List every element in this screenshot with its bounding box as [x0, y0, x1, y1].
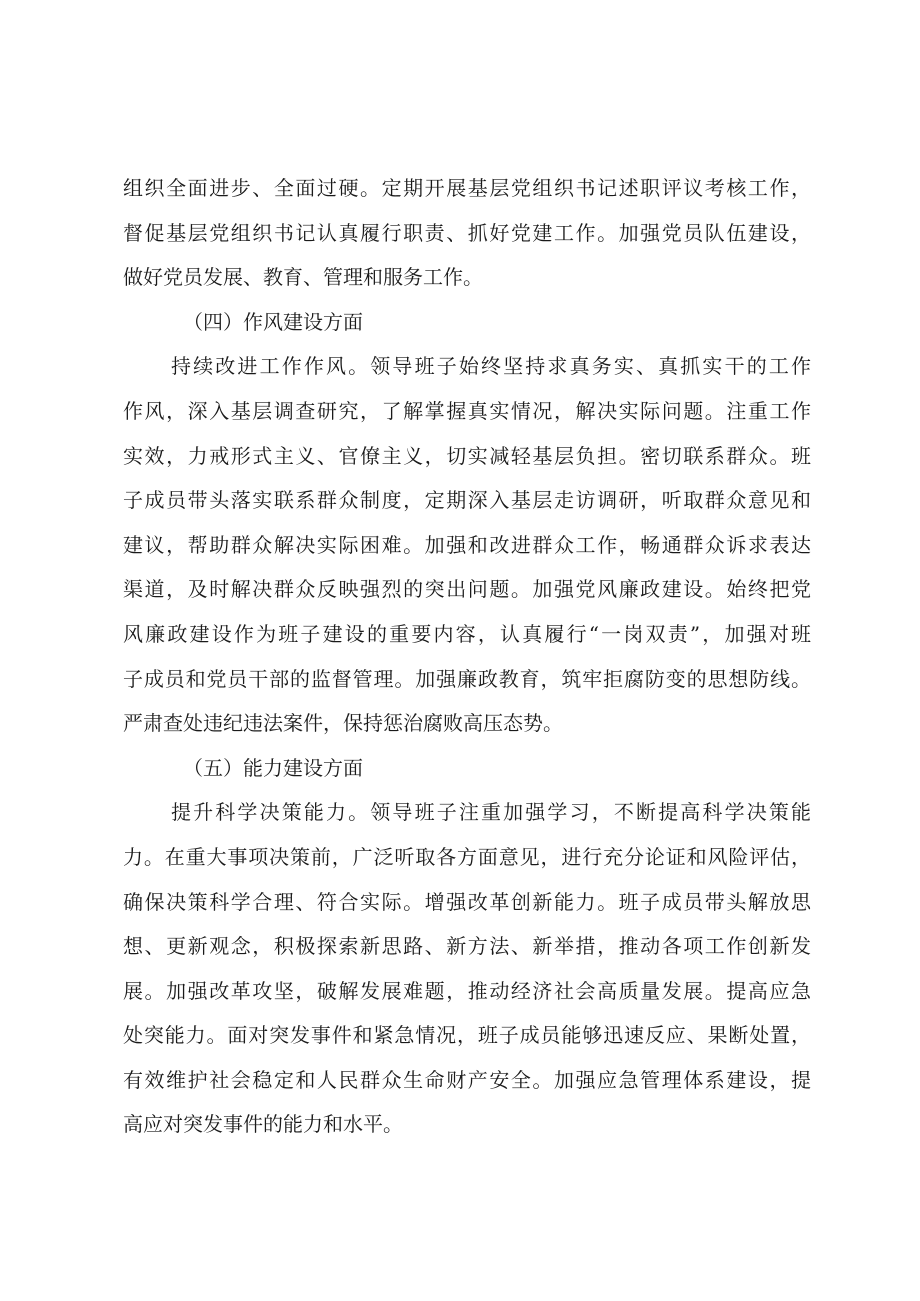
paragraph-line: 有效维护社会稳定和人民群众生命财产安全。加强应急管理体系建设，提 — [123, 1067, 811, 1092]
paragraph-line: 严肃查处违纪违法案件，保持惩治腐败高压态势。 — [123, 711, 563, 736]
paragraph-line: 提升科学决策能力。领导班子注重加强学习，不断提高科学决策能 — [171, 800, 811, 825]
paragraph-line: 高应对突发事件的能力和水平。 — [123, 1112, 403, 1137]
paragraph-line: 想、更新观念，积极探索新思路、新方法、新举措，推动各项工作创新发 — [123, 934, 811, 959]
paragraph-line: 子成员和党员干部的监督管理。加强廉政教育，筑牢拒腐防变的思想防线。 — [123, 666, 811, 691]
paragraph-line: 风廉政建设作为班子建设的重要内容，认真履行“一岗双责”，加强对班 — [123, 621, 811, 646]
paragraph-line: 展。加强改革攻坚，破解发展难题，推动经济社会高质量发展。提高应急 — [123, 978, 811, 1003]
paragraph-line: 作风，深入基层调查研究，了解掌握真实情况，解决实际问题。注重工作 — [123, 398, 811, 423]
paragraph-line: 子成员带头落实联系群众制度，定期深入基层走访调研，听取群众意见和 — [123, 488, 811, 513]
section-heading-five: （五）能力建设方面 — [183, 755, 363, 780]
paragraph-line: 组织全面进步、全面过硬。定期开展基层党组织书记述职评议考核工作， — [123, 176, 811, 200]
paragraph-line: 渠道，及时解决群众反映强烈的突出问题。加强党风廉政建设。始终把党 — [123, 577, 811, 602]
section-heading-four: （四）作风建设方面 — [183, 309, 363, 334]
paragraph-line: 实效，力戒形式主义、官僚主义，切实减轻基层负担。密切联系群众。班 — [123, 443, 811, 468]
paragraph-line: 建议，帮助群众解决实际困难。加强和改进群众工作，畅通群众诉求表达 — [123, 532, 811, 557]
paragraph-line: 确保决策科学合理、符合实际。增强改革创新能力。班子成员带头解放思 — [123, 889, 811, 914]
paragraph-line: 督促基层党组织书记认真履行职责、抓好党建工作。加强党员队伍建设， — [123, 220, 811, 245]
paragraph-line: 做好党员发展、教育、管理和服务工作。 — [123, 265, 483, 290]
document-body — [123, 166, 811, 1147]
paragraph-line: 处突能力。面对突发事件和紧急情况，班子成员能够迅速反应、果断处置， — [123, 1023, 811, 1048]
paragraph-line: 力。在重大事项决策前，广泛听取各方面意见，进行充分论证和风险评估， — [123, 844, 811, 869]
paragraph-line: 持续改进工作作风。领导班子始终坚持求真务实、真抓实干的工作 — [171, 354, 811, 379]
